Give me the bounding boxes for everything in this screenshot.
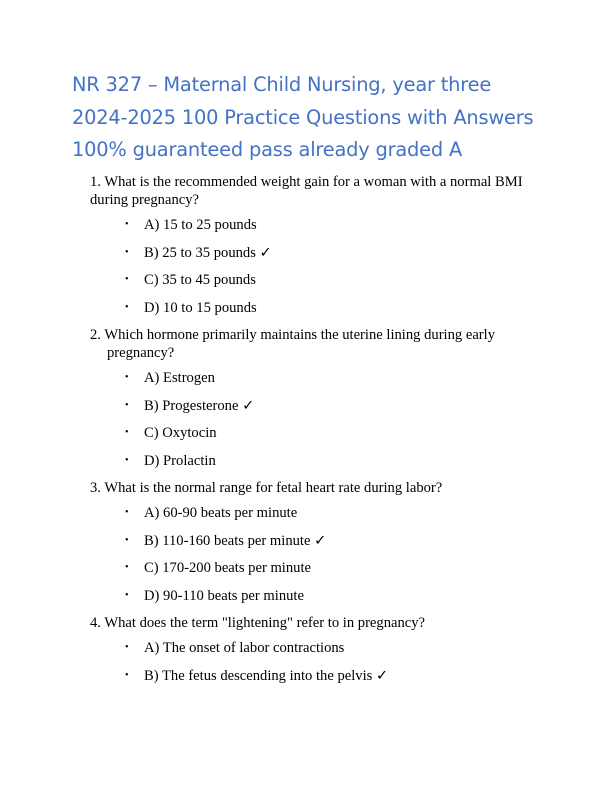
bullet-icon: • bbox=[125, 589, 129, 601]
option-text: A) The onset of labor contractions bbox=[144, 640, 345, 656]
question-text: 1. What is the recommended weight gain for a woman with a normal BMI during pregnancy? bbox=[90, 174, 523, 208]
option-text: C) 35 to 45 pounds bbox=[144, 272, 256, 288]
question-item bbox=[90, 326, 540, 470]
answer-option bbox=[90, 299, 540, 317]
question-item bbox=[90, 614, 540, 685]
answer-option-correct bbox=[90, 667, 540, 685]
answer-options bbox=[90, 216, 540, 317]
answer-options bbox=[90, 369, 540, 470]
option-text: A) 60-90 beats per minute bbox=[144, 505, 298, 521]
answer-option bbox=[90, 271, 540, 289]
option-text: A) Estrogen bbox=[144, 370, 215, 386]
answer-options bbox=[90, 504, 540, 605]
option-text: C) 170-200 beats per minute bbox=[144, 560, 311, 576]
bullet-icon: • bbox=[125, 274, 129, 285]
bullet-icon: • bbox=[125, 301, 129, 313]
bullet-icon: • bbox=[125, 534, 129, 546]
answer-option-correct bbox=[90, 397, 540, 415]
bullet-icon: • bbox=[125, 427, 129, 438]
answer-option bbox=[90, 452, 540, 470]
answer-option bbox=[90, 504, 540, 522]
bullet-icon: • bbox=[125, 642, 129, 653]
answer-option-correct bbox=[90, 244, 540, 262]
answer-option bbox=[90, 639, 540, 657]
question-text: 3. What is the normal range for fetal heart rate during labor? bbox=[90, 480, 443, 496]
answer-option bbox=[90, 559, 540, 577]
question-item bbox=[90, 479, 540, 605]
question-text: 4. What does the term "lightening" refer to in pregnancy? bbox=[90, 615, 426, 631]
option-text: B) 25 to 35 pounds ✓ bbox=[144, 244, 272, 261]
question-list bbox=[90, 173, 540, 694]
bullet-icon: • bbox=[125, 454, 129, 466]
option-text: A) 15 to 25 pounds bbox=[144, 217, 257, 233]
answer-option bbox=[90, 587, 540, 605]
option-text: B) Progesterone ✓ bbox=[144, 397, 255, 414]
option-text: D) Prolactin bbox=[144, 452, 216, 469]
question-text: 2. Which hormone primarily maintains the uterine lining during early pregnancy? bbox=[90, 327, 496, 361]
document-title: NR 327 – Maternal Child Nursing, year three 2024-2025 100 Practice Questions with Answers 100% guaranteed pass already graded A bbox=[72, 73, 534, 161]
bullet-icon: • bbox=[125, 372, 129, 383]
answer-option bbox=[90, 424, 540, 442]
answer-options bbox=[90, 639, 540, 685]
option-text: C) Oxytocin bbox=[144, 425, 217, 441]
bullet-icon: • bbox=[125, 562, 129, 573]
option-text: B) 110-160 beats per minute ✓ bbox=[144, 532, 327, 549]
bullet-icon: • bbox=[125, 507, 129, 518]
option-text: B) The fetus descending into the pelvis ✓ bbox=[144, 667, 389, 684]
option-text: D) 10 to 15 pounds bbox=[144, 299, 257, 316]
bullet-icon: • bbox=[125, 669, 129, 681]
bullet-icon: • bbox=[125, 246, 129, 258]
bullet-icon: • bbox=[125, 219, 129, 230]
bullet-icon: • bbox=[125, 399, 129, 411]
answer-option bbox=[90, 216, 540, 234]
question-item bbox=[90, 173, 540, 317]
option-text: D) 90-110 beats per minute bbox=[144, 587, 304, 604]
answer-option bbox=[90, 369, 540, 387]
answer-option-correct bbox=[90, 532, 540, 550]
